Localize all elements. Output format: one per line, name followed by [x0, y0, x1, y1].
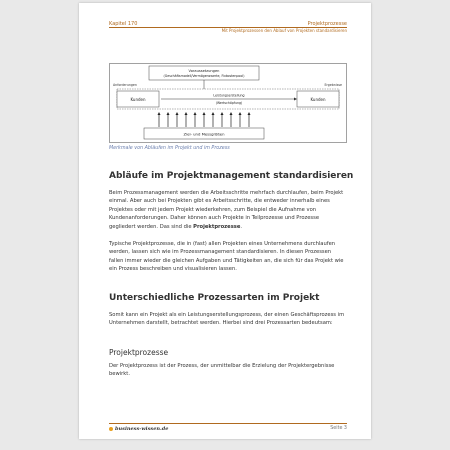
footer-logo[interactable]	[109, 426, 168, 432]
paragraph-3: Somit kann ein Projekt als ein Leistungserstellungsprozess, der einen Geschäftsprozess im Unternehmen darstellt, betrachtet werden. Hierbei sind drei Prozessarten bedeutsam:	[109, 312, 345, 327]
paragraph-1	[109, 189, 347, 231]
paragraph-4: Der Projektprozess ist der Prozess, der unmittelbar die Erzielung der Projektergebnisse bewirkt.	[109, 363, 335, 378]
left-label: Anforderungen	[113, 83, 137, 87]
paragraph-1-end: .	[240, 223, 243, 230]
logo-text: business-wissen.de	[115, 426, 169, 432]
header-title: Projektprozesse	[307, 21, 347, 27]
paragraph-1-bold: Projektprozesse	[193, 223, 241, 230]
right-box-label: Kunden	[310, 97, 326, 102]
paragraph-1-text: Beim Prozessmanagement werden die Arbeitsschritte mehrfach durchlaufen, beim Projekt einmal. Aber auch bei Projekten gibt es Arbeitsschritte, die entweder innerhalb eines Projektes oder mit jedem Projekt wiederkehren, zum Beispiel die Aufnahme von Kundenanforderungen. Daher können auch Projekte in Teilprozesse und Prozesse gegliedert werden. Das sind die	[109, 190, 344, 230]
heading-abläufe: Abläufe im Projektmanagement standardisieren	[109, 171, 354, 181]
page-number: Seite 3	[330, 426, 347, 431]
footer-divider	[109, 423, 347, 424]
process-diagram	[109, 63, 347, 143]
top-box-line1: Voraussetzungen	[188, 69, 220, 73]
right-label: Ergebnisse	[324, 83, 342, 87]
document-page	[79, 3, 371, 439]
bottom-box-label: Ziel- und Messgrößen	[183, 131, 225, 137]
logo-dot-icon	[109, 427, 113, 431]
heading-projektprozesse: Projektprozesse	[109, 348, 169, 357]
middle-label-bottom: (Wertschöpfung)	[215, 101, 243, 105]
middle-label-top: Leistungserstellung	[213, 93, 245, 98]
top-box-line2: (Geschäftsmodell/Vermögenswerte, Fixkostenpool)	[163, 74, 245, 78]
header-chapter: Kapitel 170	[109, 21, 138, 27]
paragraph-2: Typische Projektprozesse, die in (fast) allen Projekten eines Unternehmens durchlaufen werden, lassen sich wie im Prozessmanagement standardisieren. In diesen Prozessen fallen immer wieder die gleichen Aufgaben und Tätigkeiten an, die sich für das Projekt wie ein Prozess beschreiben und visualisieren lassen.	[109, 241, 344, 273]
header-subtitle: Mit Projektprozessen den Ablauf von Projekten standardisieren	[221, 28, 347, 33]
heading-prozessarten: Unterschiedliche Prozessarten im Projekt	[109, 293, 320, 303]
figure-caption: Merkmale von Abläufen im Projekt und im Prozess	[109, 146, 230, 151]
left-box-label: Kunden	[130, 97, 146, 102]
